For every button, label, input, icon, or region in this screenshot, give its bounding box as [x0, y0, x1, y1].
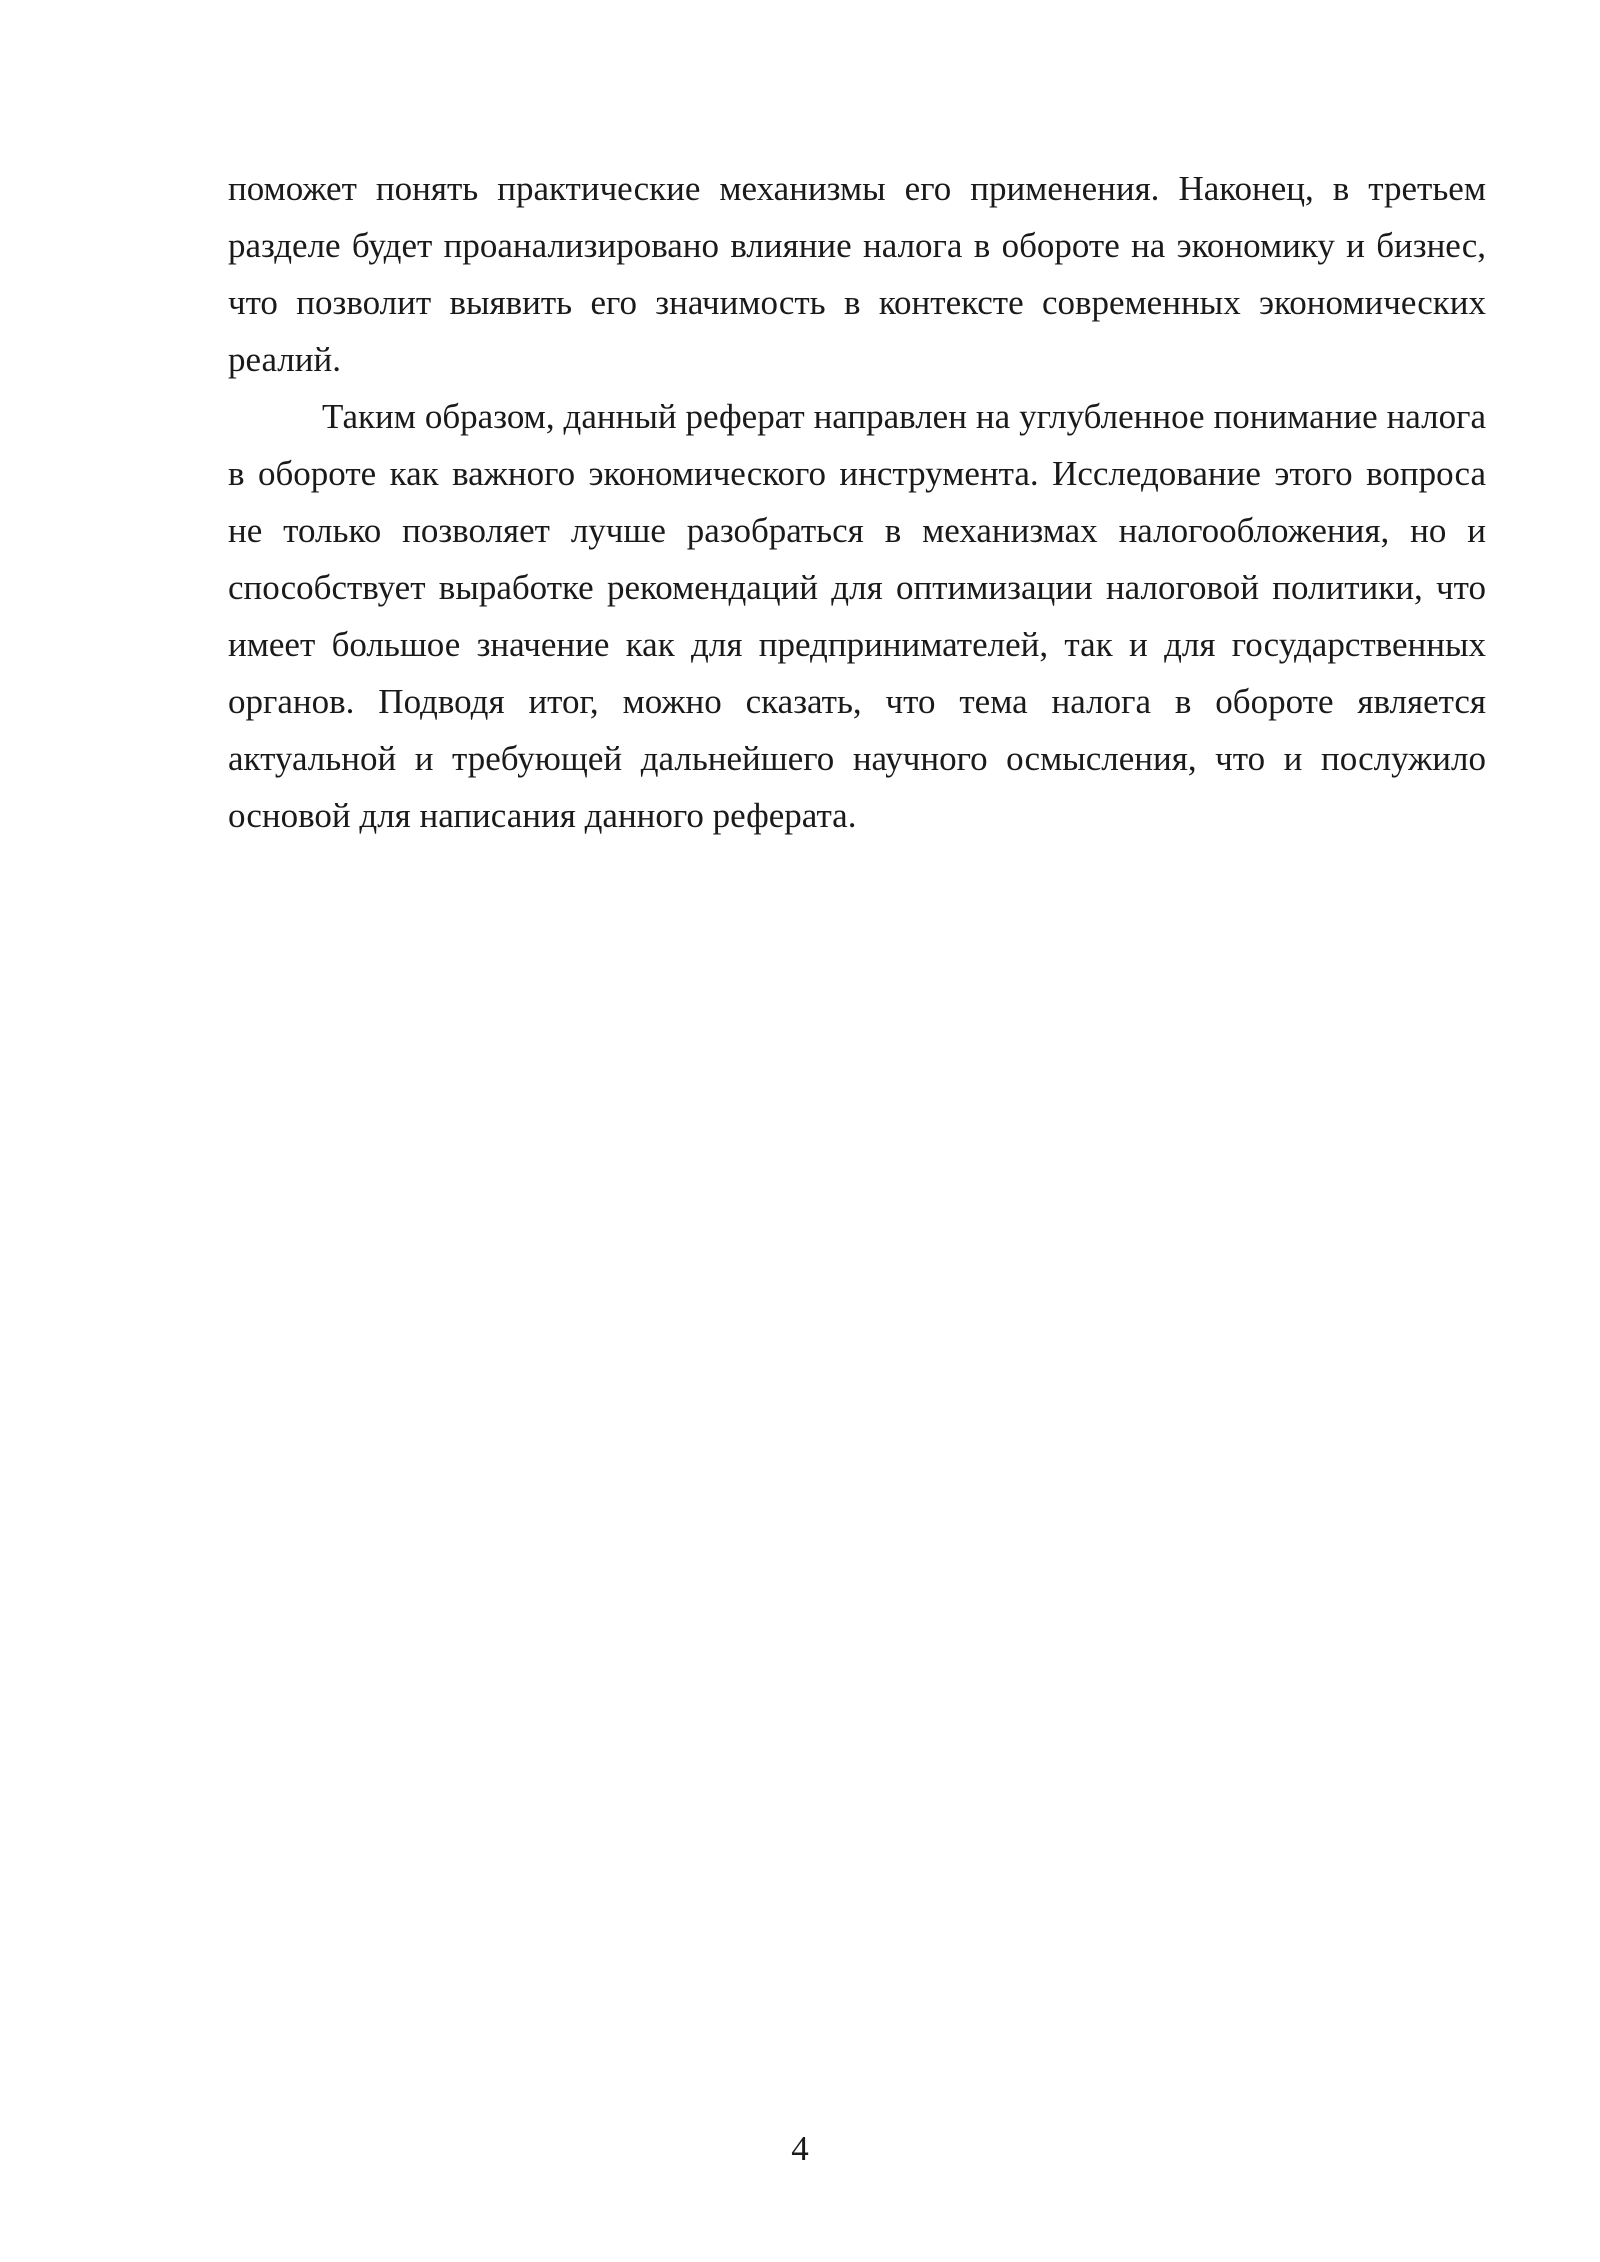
paragraph-conclusion: Таким образом, данный реферат направлен на углубленное понимание налога в обороте как важного экономического инструмента. Исследование этого вопроса не только позволяет лучше разобраться в механизмах налогообложения, но и способствует выработке рекомендаций для оптимизации налоговой политики, что имеет большое значение как для предпринимателей, так и для государственных органов. Подводя итог, можно сказать, что тема налога в обороте является актуальной и требующей дальнейшего научного осмысления, что и послужило основой для написания данного реферата.	[228, 397, 1486, 835]
body-text	[228, 160, 1486, 844]
page-number: 4	[791, 2129, 809, 2168]
paragraph-continuation: поможет понять практические механизмы его применения. Наконец, в третьем разделе будет проанализировано влияние налога в обороте на экономику и бизнес, что позволит выявить его значимость в контексте современных экономических реалий.	[228, 169, 1486, 379]
